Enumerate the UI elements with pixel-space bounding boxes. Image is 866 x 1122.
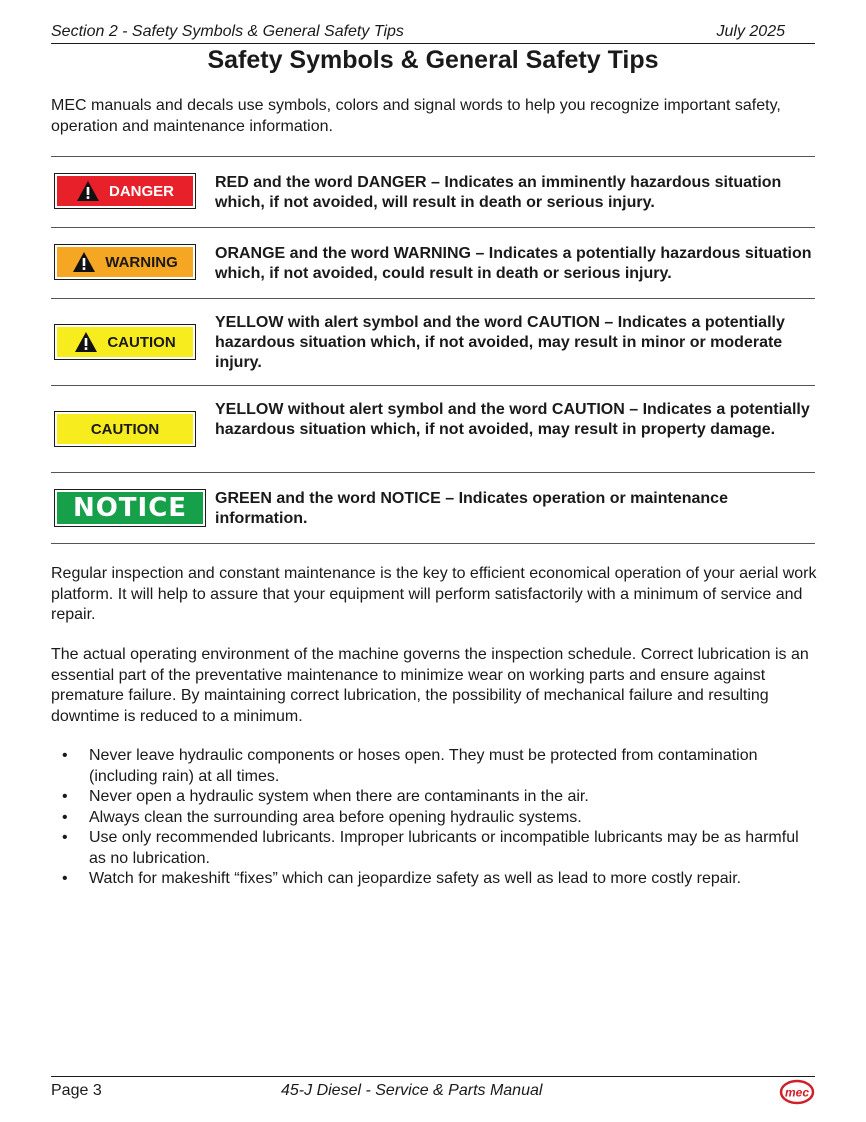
signal-row-warning [51,228,815,299]
signal-row-danger [51,157,815,228]
caution-alert-label-fill [57,327,193,357]
list-item-text: Use only recommended lubricants. Improper lubricants or incompatible lubricants may be as harmful as no lubrication. [89,829,799,867]
danger-label [54,173,196,209]
page-header [51,22,815,44]
signal-word-table [51,156,815,544]
caution-word: CAUTION [90,420,160,438]
list-item [51,869,817,890]
alert-triangle-icon [72,251,96,273]
caution-label [54,411,196,447]
warning-label-fill [57,247,193,277]
bullet: • [62,788,68,805]
signal-row-caution [51,386,815,473]
danger-label-fill [57,176,193,206]
notice-description: GREEN and the word NOTICE – Indicates operation or maintenance information. [215,490,728,527]
list-item [51,808,817,829]
list-item [51,828,817,869]
list-item-text: Never leave hydraulic components or hoses open. They must be protected from contamination (including rain) at all times. [89,747,758,785]
maintenance-paragraph: Regular inspection and constant maintenance is the key to efficient economical operation of your aerial work platform. It will help to assure that your equipment will perform satisfactorily with a minimum of service and repair. [51,565,817,623]
notice-word: NOTICE [72,493,188,523]
warning-word: WARNING [105,253,178,271]
intro-paragraph: MEC manuals and decals use symbols, colors and signal words to help you recognize important safety, operation and maintenance information. [51,97,781,135]
alert-triangle-icon [76,180,100,202]
list-item-text: Watch for makeshift “fixes” which can jeopardize safety as well as lead to more costly repair. [89,870,742,887]
manual-title: 45-J Diesel - Service & Parts Manual [281,1082,543,1099]
page-footer [51,1076,815,1106]
caution-alert-description: YELLOW with alert symbol and the word CAUTION – Indicates a potentially hazardous situation which, if not avoided, may result in minor or moderate injury. [215,314,785,371]
bullet: • [62,870,68,887]
signal-row-caution-alert [51,299,815,386]
caution-label-fill [57,414,193,444]
list-item [51,746,817,787]
warning-label [54,244,196,280]
list-item-text: Never open a hydraulic system when there are contaminants in the air. [89,788,589,805]
bullet: • [62,829,68,846]
notice-label-fill [57,492,203,524]
bullet: • [62,808,68,826]
list-item-text: Always clean the surrounding area before opening hydraulic systems. [89,808,582,826]
page-number: Page 3 [51,1082,102,1099]
signal-row-notice [51,473,815,544]
header-date: July 2025 [716,23,785,40]
danger-description: RED and the word DANGER – Indicates an imminently hazardous situation which, if not avoided, will result in death or serious injury. [215,174,782,211]
inspection-paragraph: The actual operating environment of the machine governs the inspection schedule. Correct lubrication is an essential part of the preventative maintenance to minimize wear on working parts and ensure against premature failure. By maintaining correct lubrication, the possibility of mechanical failure and resulting downtime is reduced to a minimum. [51,646,809,725]
mec-logo [779,1079,815,1105]
hydraulic-tips-list [51,746,817,890]
logo-text: mec [784,1085,810,1100]
notice-label [54,489,206,527]
caution-alert-label [54,324,196,360]
section-title: Section 2 - Safety Symbols & General Safety Tips [51,23,404,40]
warning-description: ORANGE and the word WARNING – Indicates a potentially hazardous situation which, if not avoided, could result in death or serious injury. [215,245,812,282]
danger-word: DANGER [108,182,174,200]
list-item [51,787,817,808]
caution-word: CAUTION [107,333,176,351]
alert-triangle-icon [74,331,98,353]
page-title: Safety Symbols & General Safety Tips [207,46,659,74]
bullet: • [62,747,68,764]
caution-description: YELLOW without alert symbol and the word CAUTION – Indicates a potentially hazardous situation which, if not avoided, may result in property damage. [215,401,810,438]
